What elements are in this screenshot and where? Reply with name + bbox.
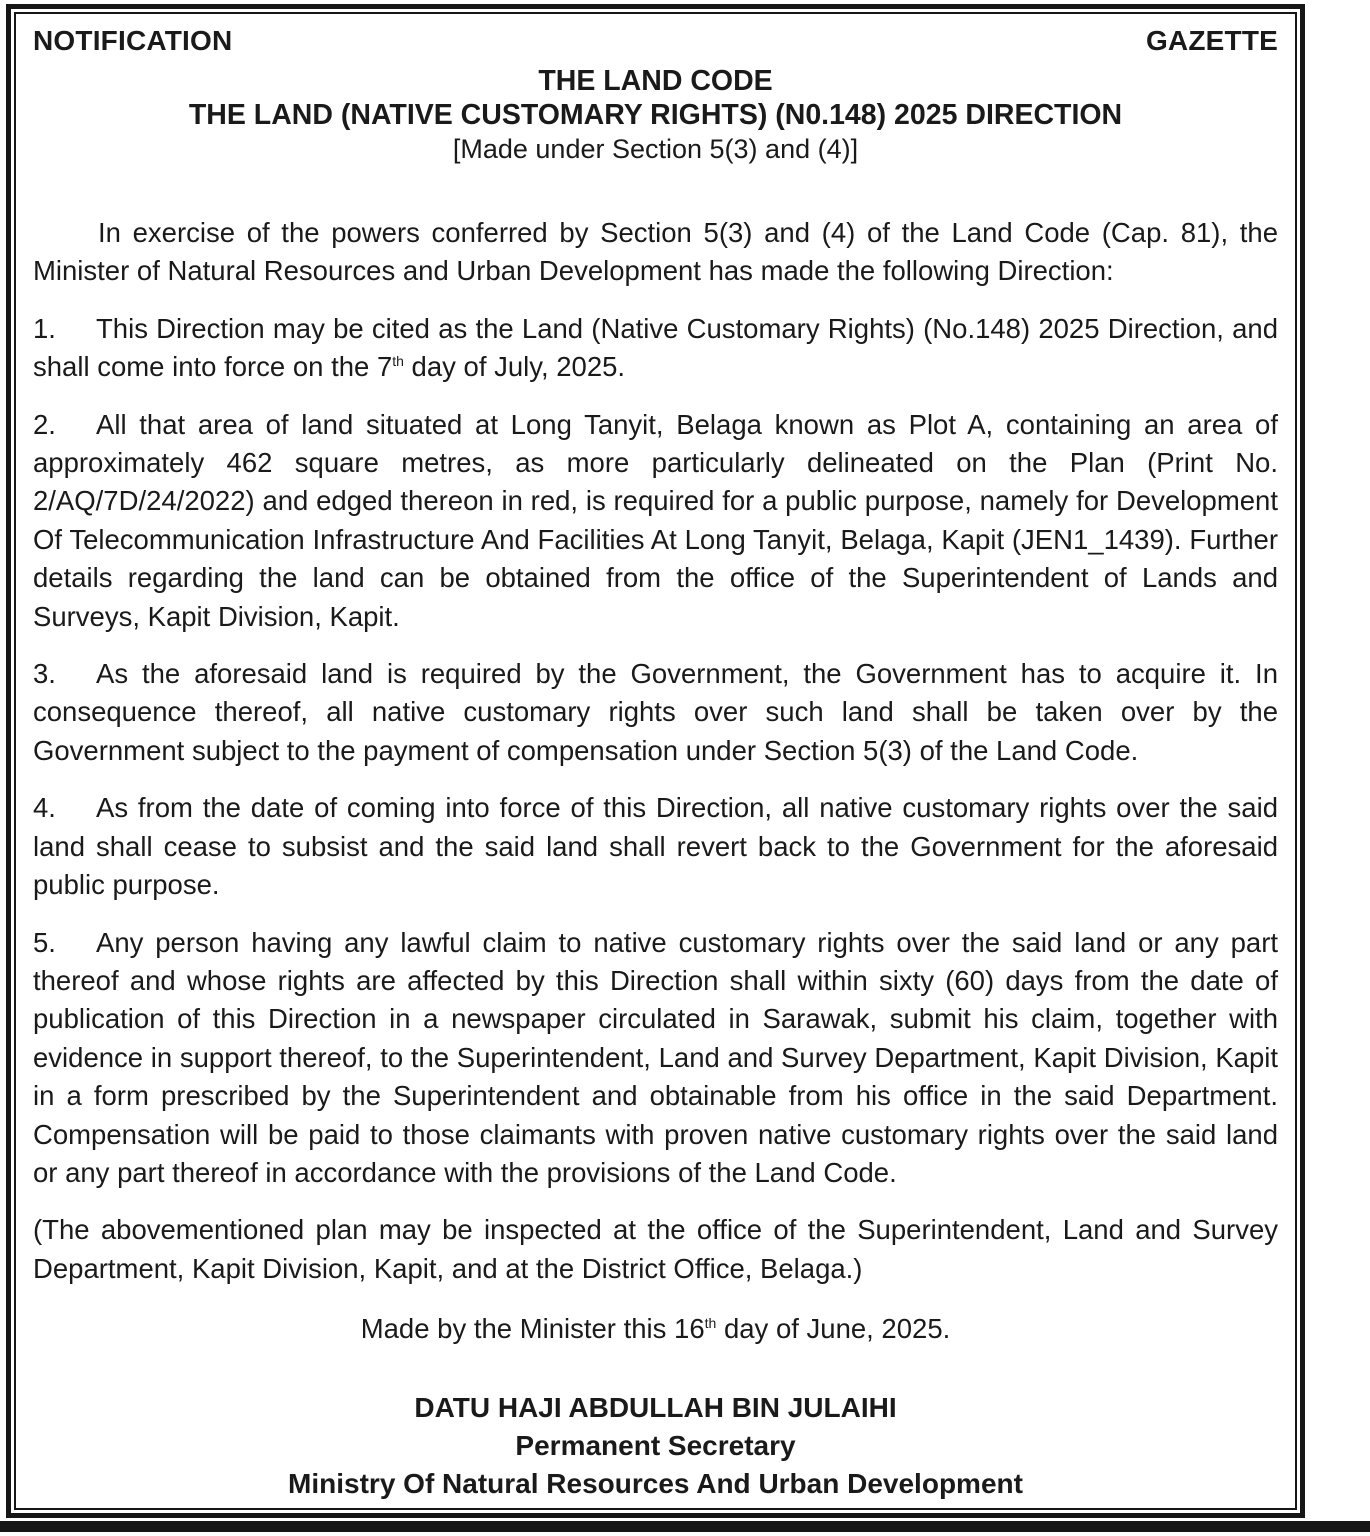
clause-5 <box>33 924 1278 1193</box>
notice-outer-frame <box>6 4 1305 1518</box>
made-by-text: Made by the Minister this 16 <box>360 1313 705 1345</box>
made-by-text-cont: day of June, 2025. <box>716 1313 951 1345</box>
notice-inner-frame <box>14 12 1297 1510</box>
notification-label: NOTIFICATION <box>33 25 233 56</box>
clause-3-number: 3. <box>33 658 56 690</box>
gazette-label: GAZETTE <box>1145 25 1278 56</box>
notice-content <box>16 14 1295 1503</box>
doc-subtitle: [Made under Section 5(3) and (4)] <box>452 134 859 164</box>
doc-title-line1: THE LAND CODE <box>538 65 773 97</box>
clause-3-text: As the aforesaid land is required by the Government, the Government has to acquire it. In consequence thereof, all native customary rights over such land shall be taken over by the Government subject to the payment of compensation under Section 5(3) of the Land Code. <box>33 658 1278 766</box>
clause-1-text: This Direction may be cited as the Land (Native Customary Rights) (No.148) 2025 Direction, and shall come into force on the 7 <box>33 312 1278 383</box>
plan-note-paragraph: (The abovementioned plan may be inspected at the office of the Superintendent, Land and Survey Department, Kapit Division, Kapit, and at the District Office, Belaga.) <box>33 1214 1278 1284</box>
clause-5-number: 5. <box>33 926 56 958</box>
clause-4 <box>33 789 1278 904</box>
made-by-line <box>33 1310 1278 1348</box>
clause-2-number: 2. <box>33 408 56 440</box>
intro-paragraph: In exercise of the powers conferred by Section 5(3) and (4) of the Land Code (Cap. 81), the Minister of Natural Resources and Urban Development has made the following Direction: <box>33 217 1278 287</box>
clause-4-text: As from the date of coming into force of this Direction, all native customary rights over the said land shall cease to subsist and the said land shall revert back to the Government for the aforesaid public purpose. <box>33 792 1278 901</box>
doc-title-line2: THE LAND (NATIVE CUSTOMARY RIGHTS) (N0.148) 2025 DIRECTION <box>188 99 1123 131</box>
clause-5-text: Any person having any lawful claim to native customary rights over the said land or any part thereof and whose rights are affected by this Direction shall within sixty (60) days from the date of publication of this Direction in a newspaper circulated in Sarawak, submit his claim, together with evidence in support thereof, to the Superintendent, Land and Survey Department, Kapit Division, Kapit in a form prescribed by the Superintendent and obtainable from his office in the said Department. Compensation will be paid to those claimants with proven native customary rights over the said land or any part thereof in accordance with the provisions of the Land Code. <box>33 926 1278 1188</box>
signatory-title: Permanent Secretary <box>515 1429 796 1461</box>
clause-1-number: 1. <box>33 312 56 344</box>
signatory-ministry: Ministry Of Natural Resources And Urban Development <box>288 1467 1023 1499</box>
clause-1-text-cont: day of July, 2025. <box>403 351 626 383</box>
signatory-name: DATU HAJI ABDULLAH BIN JULAIHI <box>414 1391 897 1423</box>
signature-block <box>33 1389 1278 1503</box>
ordinal-suffix: th <box>704 1315 717 1331</box>
header-row <box>33 24 1278 58</box>
bottom-page-rule <box>0 1521 1370 1532</box>
ordinal-suffix: th <box>392 353 404 370</box>
clause-1 <box>33 310 1278 387</box>
clause-3 <box>33 655 1278 770</box>
clause-2 <box>33 406 1278 636</box>
clause-2-text: All that area of land situated at Long Tanyit, Belaga known as Plot A, containing an area of approximately 462 square metres, as more particularly delineated on the Plan (Print No. 2/AQ/7D/24/2022) and edged thereon in red, is required for a public purpose, namely for Development Of Telecommunication Infrastructure And Facilities At Long Tanyit, Belaga, Kapit (JEN1_1439). Further details regarding the land can be obtained from the office of the Superintendent of Lands and Surveys, Kapit Division, Kapit. <box>33 408 1278 632</box>
title-block <box>33 64 1278 166</box>
clause-4-number: 4. <box>33 792 56 824</box>
